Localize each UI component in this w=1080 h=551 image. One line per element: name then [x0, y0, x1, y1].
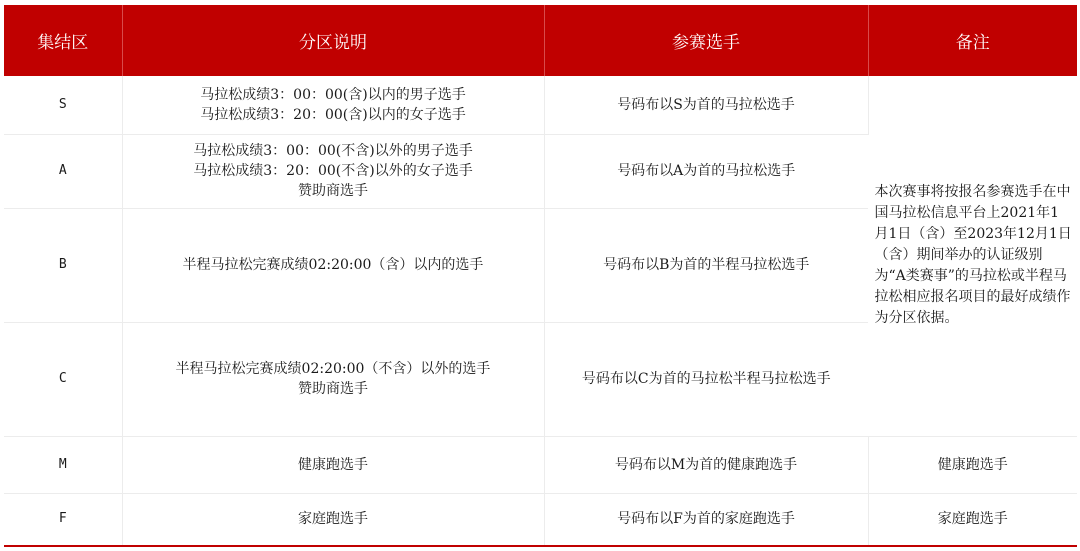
description-line: 家庭跑选手 — [298, 511, 368, 528]
zone-cell: C — [4, 322, 122, 436]
zone-cell: S — [4, 76, 122, 134]
description-line: 马拉松成绩3：00：00(含)以内的男子选手 — [200, 86, 466, 103]
description-cell — [122, 76, 544, 134]
table-row — [4, 436, 1077, 493]
header-athletes: 参赛选手 — [544, 5, 868, 76]
notes-merged-cell: 本次赛事将按报名参赛选手在中国马拉松信息平台上2021年1月1日（含）至2023年12月1日（含）期间举办的认证级别为“A类赛事”的马拉松或半程马拉松相应报名项目的最好成绩作为分区依据。 — [868, 76, 1077, 436]
description-line: 马拉松成绩3：00：00(不含)以外的男子选手 — [193, 143, 473, 159]
description-line: 赞助商选手 — [298, 381, 368, 397]
athletes-cell: 号码布以B为首的半程马拉松选手 — [544, 208, 868, 322]
description-line: 赞助商选手 — [298, 183, 368, 199]
zone-cell: F — [4, 493, 122, 546]
header-notes: 备注 — [868, 5, 1077, 76]
description-cell — [122, 208, 544, 322]
zone-table — [4, 5, 1077, 547]
notes-cell: 家庭跑选手 — [868, 493, 1077, 546]
athletes-cell: 号码布以F为首的家庭跑选手 — [544, 493, 868, 546]
zone-cell: A — [4, 134, 122, 208]
table-row — [4, 76, 1077, 134]
description-line: 半程马拉松完赛成绩02:20:00（含）以内的选手 — [182, 257, 484, 273]
athletes-cell: 号码布以C为首的马拉松半程马拉松选手 — [544, 322, 868, 436]
athletes-cell: 号码布以S为首的马拉松选手 — [544, 76, 868, 134]
zone-cell: B — [4, 208, 122, 322]
athletes-cell: 号码布以M为首的健康跑选手 — [544, 436, 868, 493]
header-description: 分区说明 — [122, 5, 544, 76]
description-cell — [122, 436, 544, 493]
table-row — [4, 493, 1077, 546]
zone-cell: M — [4, 436, 122, 493]
description-line: 半程马拉松完赛成绩02:20:00（不含）以外的选手 — [175, 361, 491, 377]
description-cell — [122, 322, 544, 436]
notes-cell: 健康跑选手 — [868, 436, 1077, 493]
description-line: 马拉松成绩3：20：00(含)以内的女子选手 — [200, 106, 466, 123]
header-zone: 集结区 — [4, 5, 122, 76]
table-header-row — [4, 5, 1077, 76]
athletes-cell: 号码布以A为首的马拉松选手 — [544, 134, 868, 208]
description-line: 健康跑选手 — [298, 456, 368, 473]
description-line: 马拉松成绩3：20：00(不含)以外的女子选手 — [193, 163, 473, 179]
description-cell — [122, 493, 544, 546]
description-cell — [122, 134, 544, 208]
